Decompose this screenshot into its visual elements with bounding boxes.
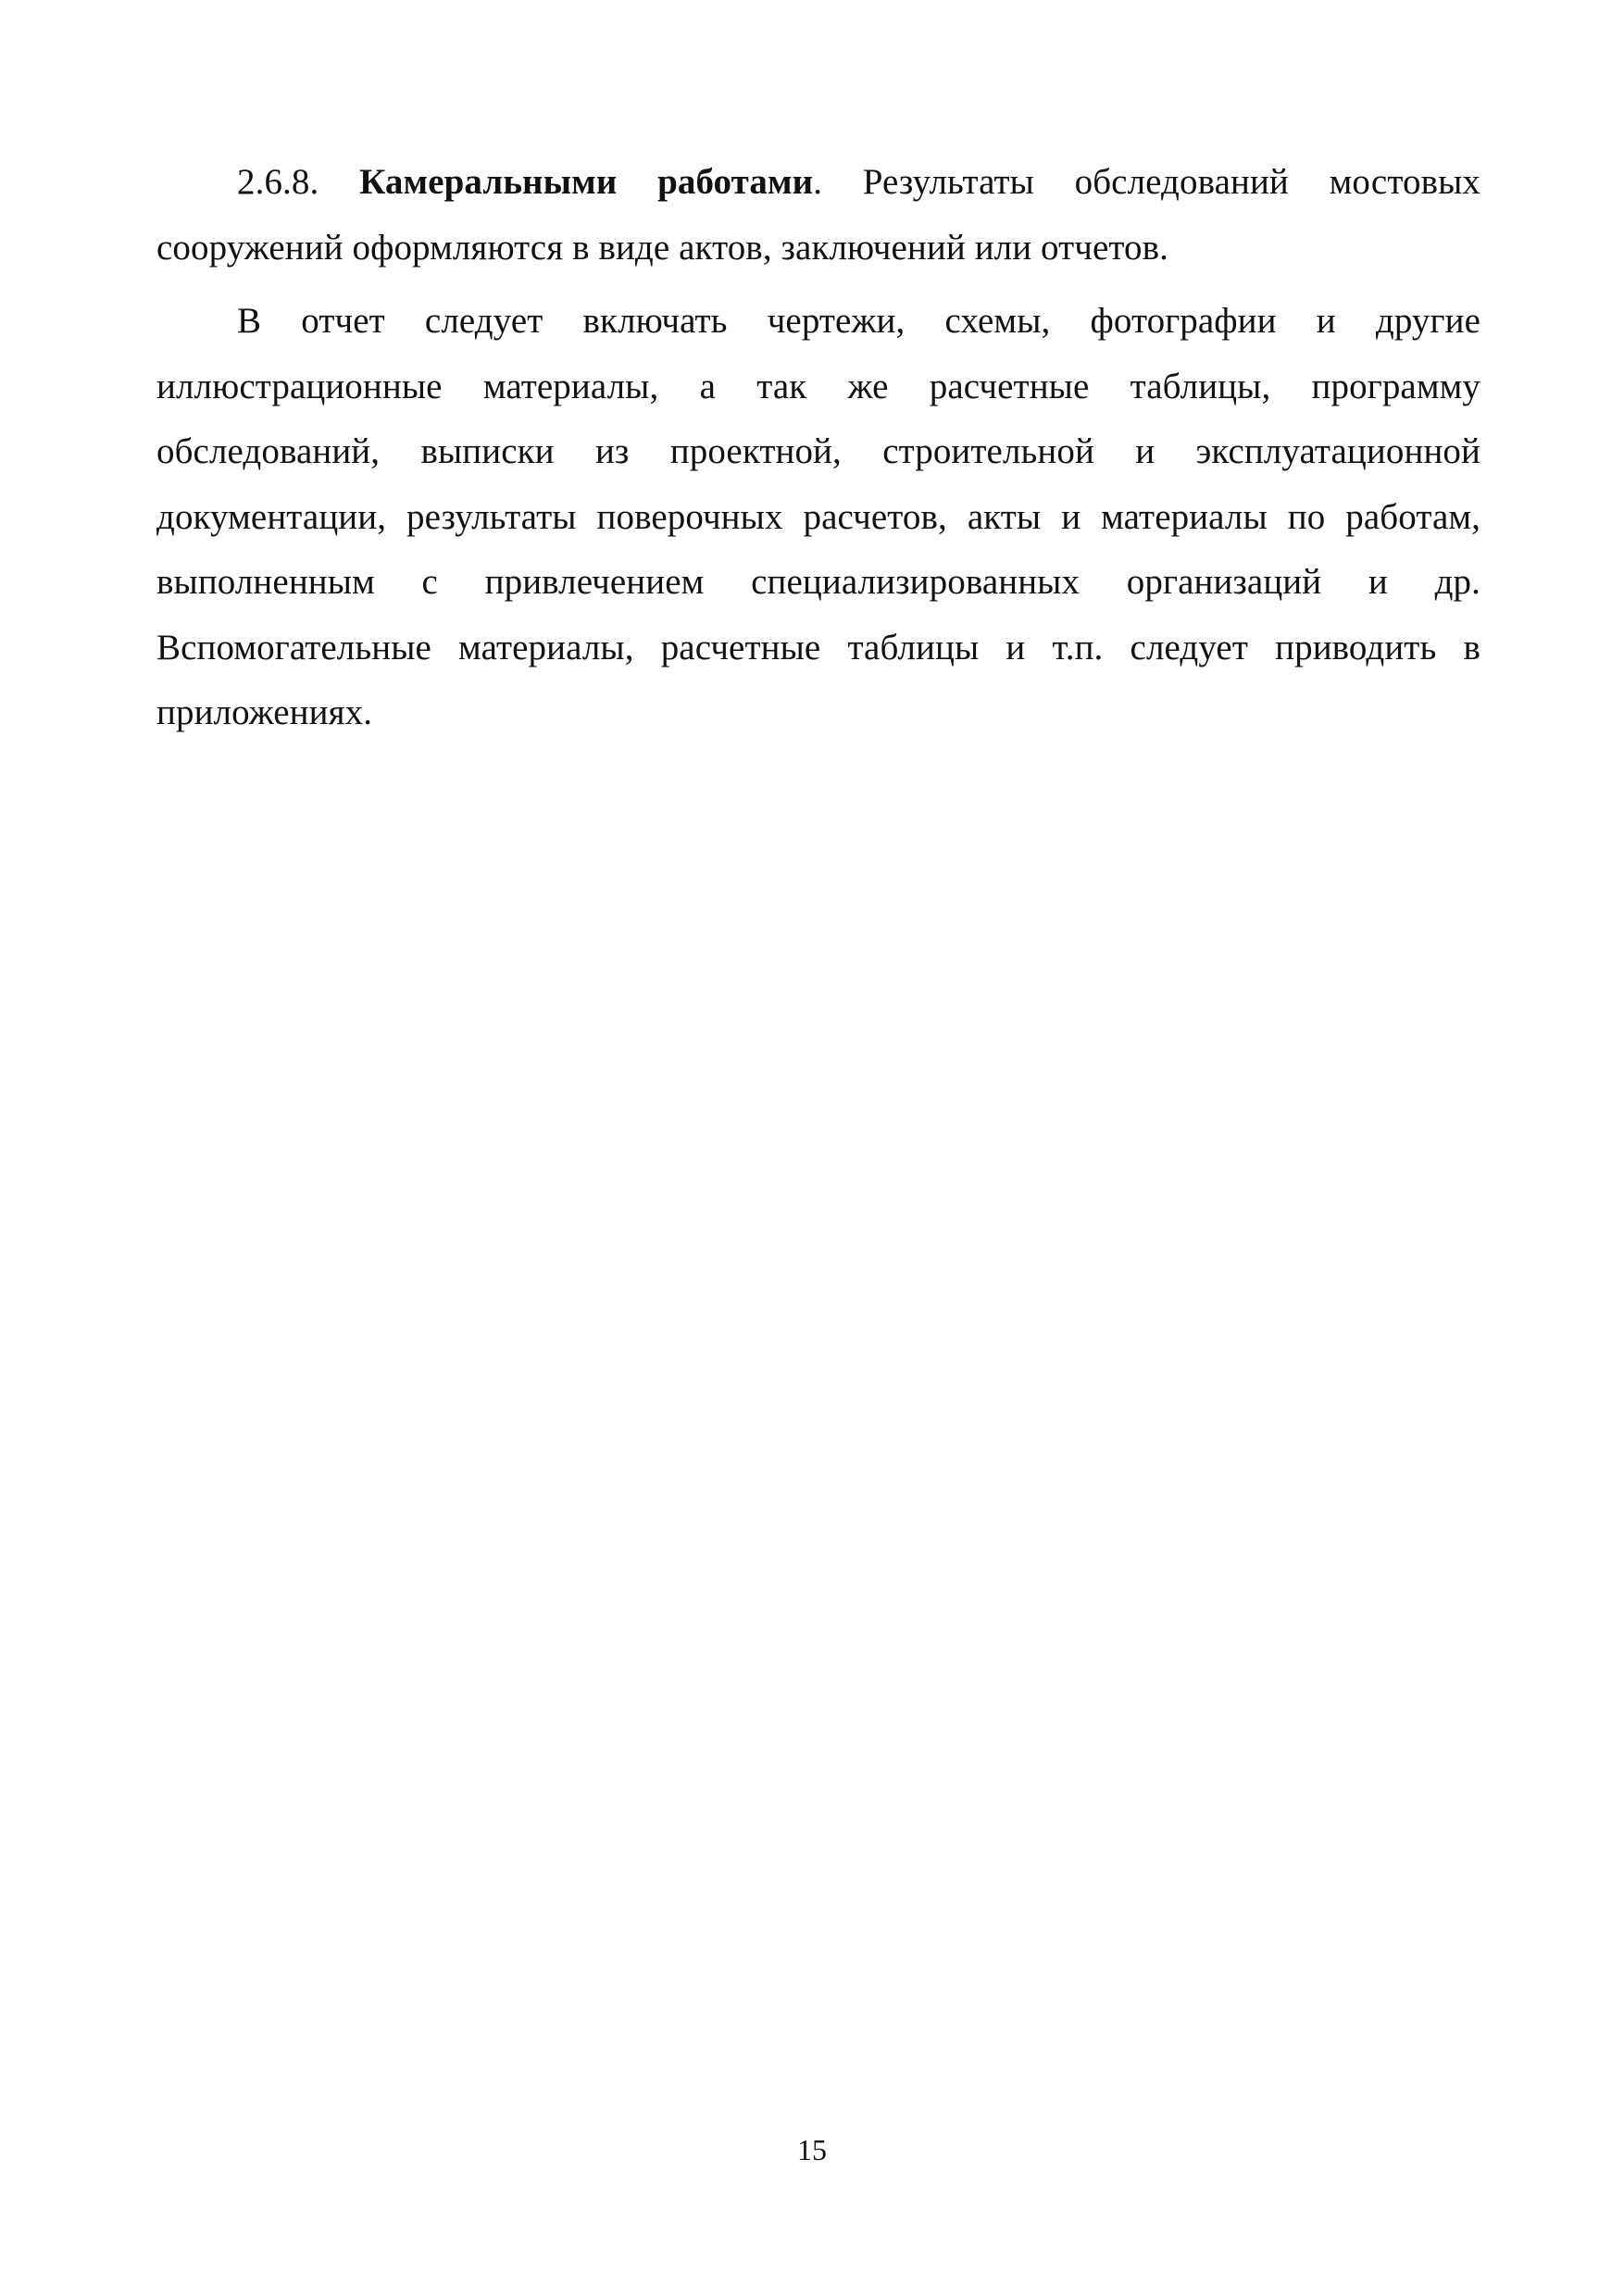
paragraph-text: . Результаты обследований мостовых сооружений оформляются в виде актов, заключений или отчетов. <box>156 162 1480 268</box>
paragraph-2-6-8 <box>156 150 1480 281</box>
paragraph-report-contents: В отчет следует включать чертежи, схемы, фотографии и другие иллюстрационные материалы, а так же расчетные таблицы, программу обследований, выписки из проектной, строительной и эксплуатационной документации, результаты поверочных расчетов, акты и материалы по работам, выполненным с привлечением специализированных организаций и др. Вспомогательные материалы, расчетные таблицы и т.п. следует приводить в приложениях. <box>156 301 1480 732</box>
bold-term: Камеральными работами <box>359 162 814 202</box>
page-number: 15 <box>797 2133 827 2166</box>
section-number: 2.6.8. <box>237 162 319 202</box>
page-body <box>156 150 1480 746</box>
